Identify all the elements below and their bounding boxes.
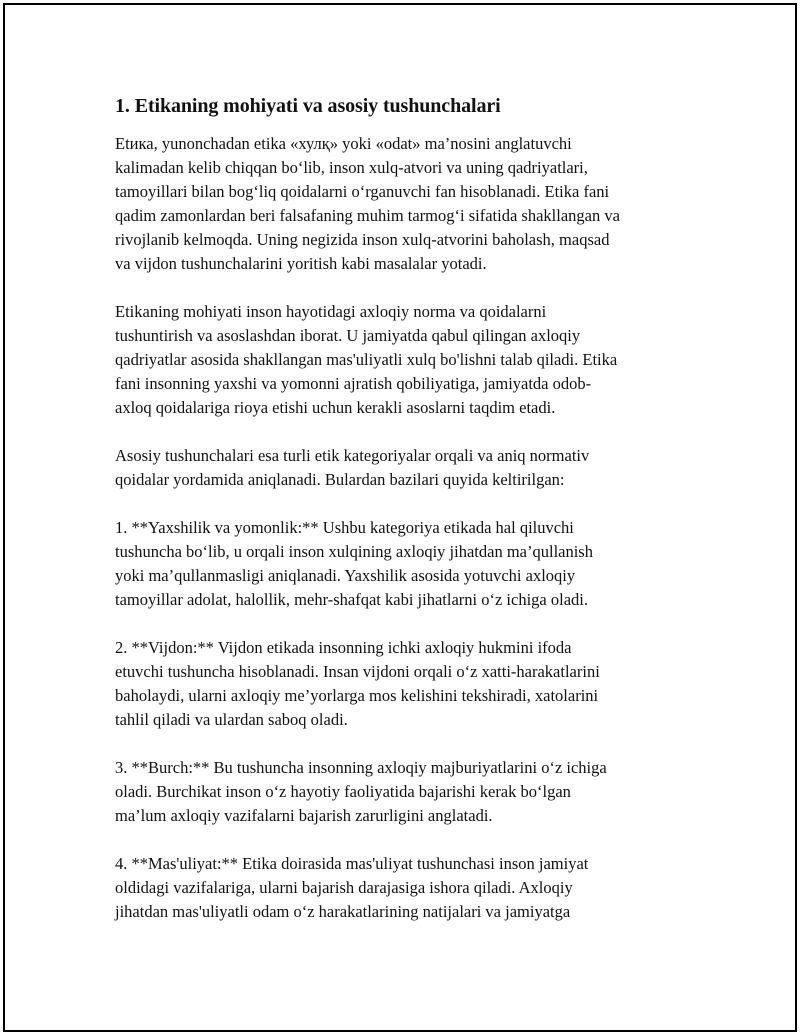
text-line: axloq qoidalariga rioya etishi uchun kerakli asoslarni taqdim etadi. [115,398,556,417]
list-item-conscience [115,636,695,732]
text-line: 4. **Mas'uliyat:** Etika doirasida mas'uliyat tushunchasi inson jamiyat [115,854,589,873]
text-line: oldidagi vazifalariga, ularni bajarish darajasiga ishora qiladi. Axloqiy [115,878,573,897]
text-line: tushuncha bo‘lib, u orqali inson xulqining axloqiy jihatdan ma’qullanish [115,542,593,561]
text-line: qoidalar yordamida aniqlanadi. Bulardan bazilari quyida keltirilgan: [115,470,565,489]
text-line: tamoyillari bilan bog‘liq qoidalarni o‘rganuvchi fan hisoblanadi. Etika fani [115,182,610,201]
list-item-duty [115,756,695,828]
list-item-responsibility [115,852,695,924]
text-line: qadim zamonlardan beri falsafaning muhim tarmog‘i sifatida shakllangan va [115,206,620,225]
text-line: 3. **Burch:** Bu tushuncha insonning axloqiy majburiyatlarini o‘z ichiga [115,758,607,777]
text-line: yoki ma’qullanmasligi aniqlanadi. Yaxshilik asosida yotuvchi axloqiy [115,566,576,585]
text-line: tushuntirish va asoslashdan iborat. U jamiyatda qabul qilingan axloqiy [115,326,581,345]
text-line: Asosiy tushunchalari esa turli etik kategoriyalar orqali va aniq normativ [115,446,590,465]
text-line: Etика, yunonchadan etika «хулқ» yoki «odat» ma’nosini anglatuvchi [115,134,572,153]
text-line: va vijdon tushunchalarini yoritish kabi masalalar yotadi. [115,254,487,273]
text-line: fani insonning yaxshi va yomonni ajratish qobiliyatiga, jamiyatda odob- [115,374,592,393]
page-title: 1. Etikaning mohiyati va asosiy tushunchalari [115,95,501,117]
text-line: Etikaning mohiyati inson hayotidagi axloqiy norma va qoidalarni [115,302,547,321]
text-line: tamoyillar adolat, halollik, mehr-shafqat kabi jihatlarni o‘z ichiga oladi. [115,590,588,609]
document-body [115,94,695,948]
text-line: oladi. Burchikat inson o‘z hayotiy faoliyatida bajarishi kerak bo‘lgan [115,782,571,801]
text-line: rivojlanib kelmoqda. Uning negizida inson xulq-atvorini baholash, maqsad [115,230,610,249]
text-line: qadriyatlar asosida shakllangan mas'uliyatli xulq bo'lishni talab qiladi. Etika [115,350,618,369]
text-line: baholaydi, ularni axloqiy me’yorlarga mos kelishini tekshiradi, xatolarini [115,686,599,705]
text-line: tahlil qiladi va ulardan saboq oladi. [115,710,348,729]
list-item-good-evil [115,516,695,612]
paragraph-concepts-intro [115,444,695,492]
text-line: ma’lum axloqiy vazifalarni bajarish zarurligini anglatadi. [115,806,493,825]
paragraph-intro [115,132,695,276]
paragraph-essence [115,300,695,420]
text-line: 1. **Yaxshilik va yomonlik:** Ushbu kategoriya etikada hal qiluvchi [115,518,574,537]
text-line: jihatdan mas'uliyatli odam o‘z harakatlarining natijalari va jamiyatga [115,902,571,921]
text-line: etuvchi tushuncha hisoblanadi. Insan vijdoni orqali o‘z xatti-harakatlarini [115,662,600,681]
text-line: kalimadan kelib chiqqan bo‘lib, inson xulq-atvori va uning qadriyatlari, [115,158,588,177]
text-line: 2. **Vijdon:** Vijdon etikada insonning ichki axloqiy hukmini ifoda [115,638,572,657]
